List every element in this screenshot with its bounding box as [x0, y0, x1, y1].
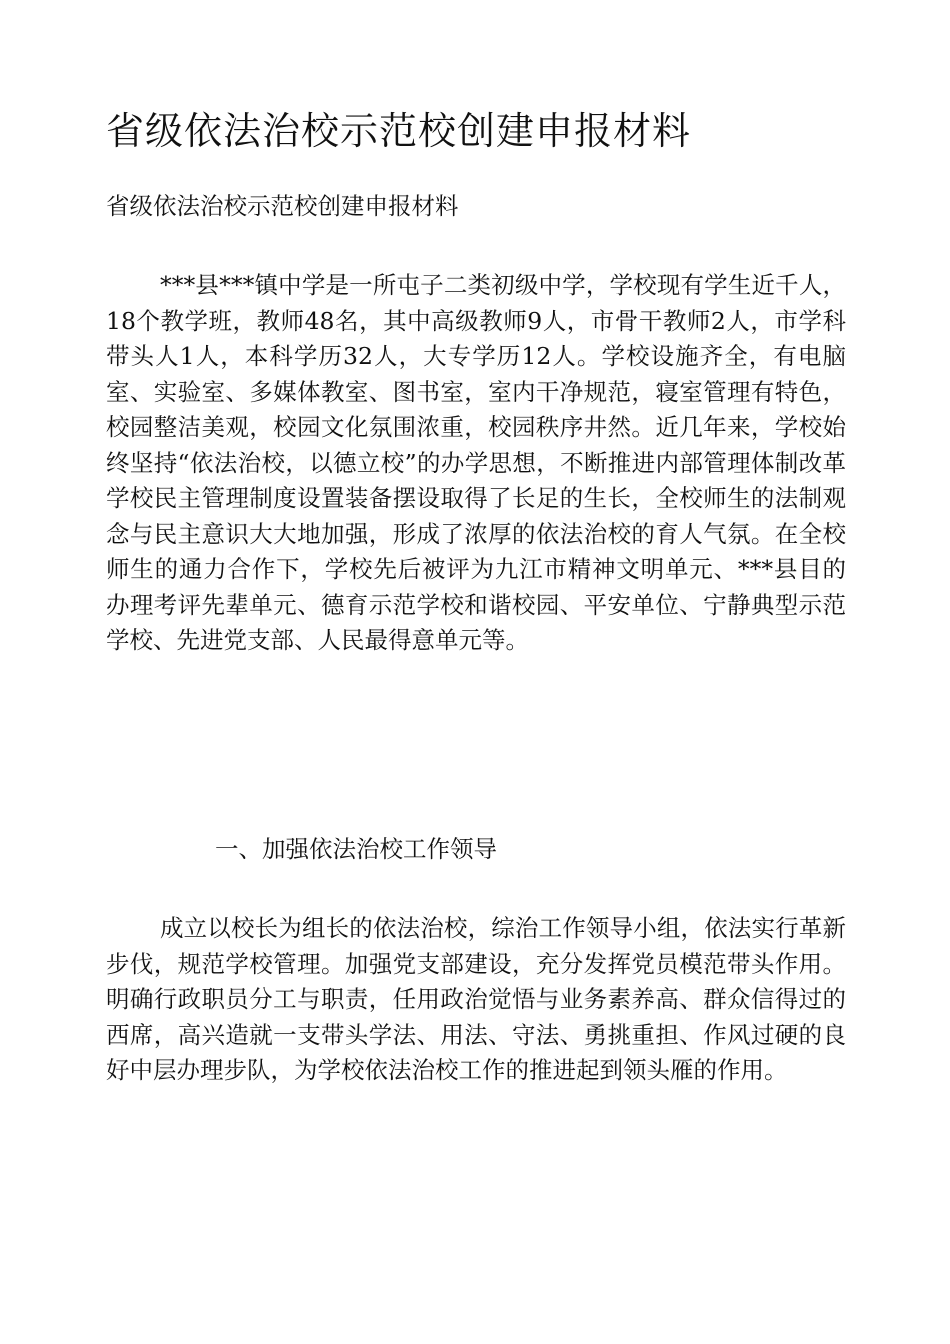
- section-heading: 一、加强依法治校工作领导: [215, 835, 497, 863]
- intro-paragraph: ***县***镇中学是一所屯子二类初级中学，学校现有学生近千人，18个教学班，教师48名，其中高级教师9人，市骨干教师2人，市学科带头人1人，本科学历32人，大专学历12人。学校设施齐全，有电脑室、实验室、多媒体教室、图书室，室内干净规范，寝室管理有特色，校园整洁美观，校园文化氛围浓重，校园秩序井然。近几年来，学校始终坚持“依法治校，以德立校”的办学思想，不断推进内部管理体制改革学校民主管理制度设置装备摆设取得了长足的生长，全校师生的法制观念与民主意识大大地加强，形成了浓厚的依法治校的育人气氛。在全校师生的通力合作下，学校先后被评为九江市精神文明单元、***县目的办理考评先辈单元、德育示范学校和谐校园、平安单位、宁静典型示范学校、先进党支部、人民最得意单元等。: [106, 271, 846, 654]
- document-subtitle: 省级依法治校示范校创建申报材料: [106, 192, 459, 220]
- body-paragraph: 成立以校长为组长的依法治校，综治工作领导小组，依法实行革新步伐，规范学校管理。加强党支部建设，充分发挥党员模范带头作用。明确行政职员分工与职责，任用政治觉悟与业务素养高、群众信得过的西席，高兴造就一支带头学法、用法、守法、勇挑重担、作风过硬的良好中层办理步队，为学校依法治校工作的推进起到领头雁的作用。: [106, 914, 846, 1084]
- document-title: 省级依法治校示范校创建申报材料: [106, 109, 692, 153]
